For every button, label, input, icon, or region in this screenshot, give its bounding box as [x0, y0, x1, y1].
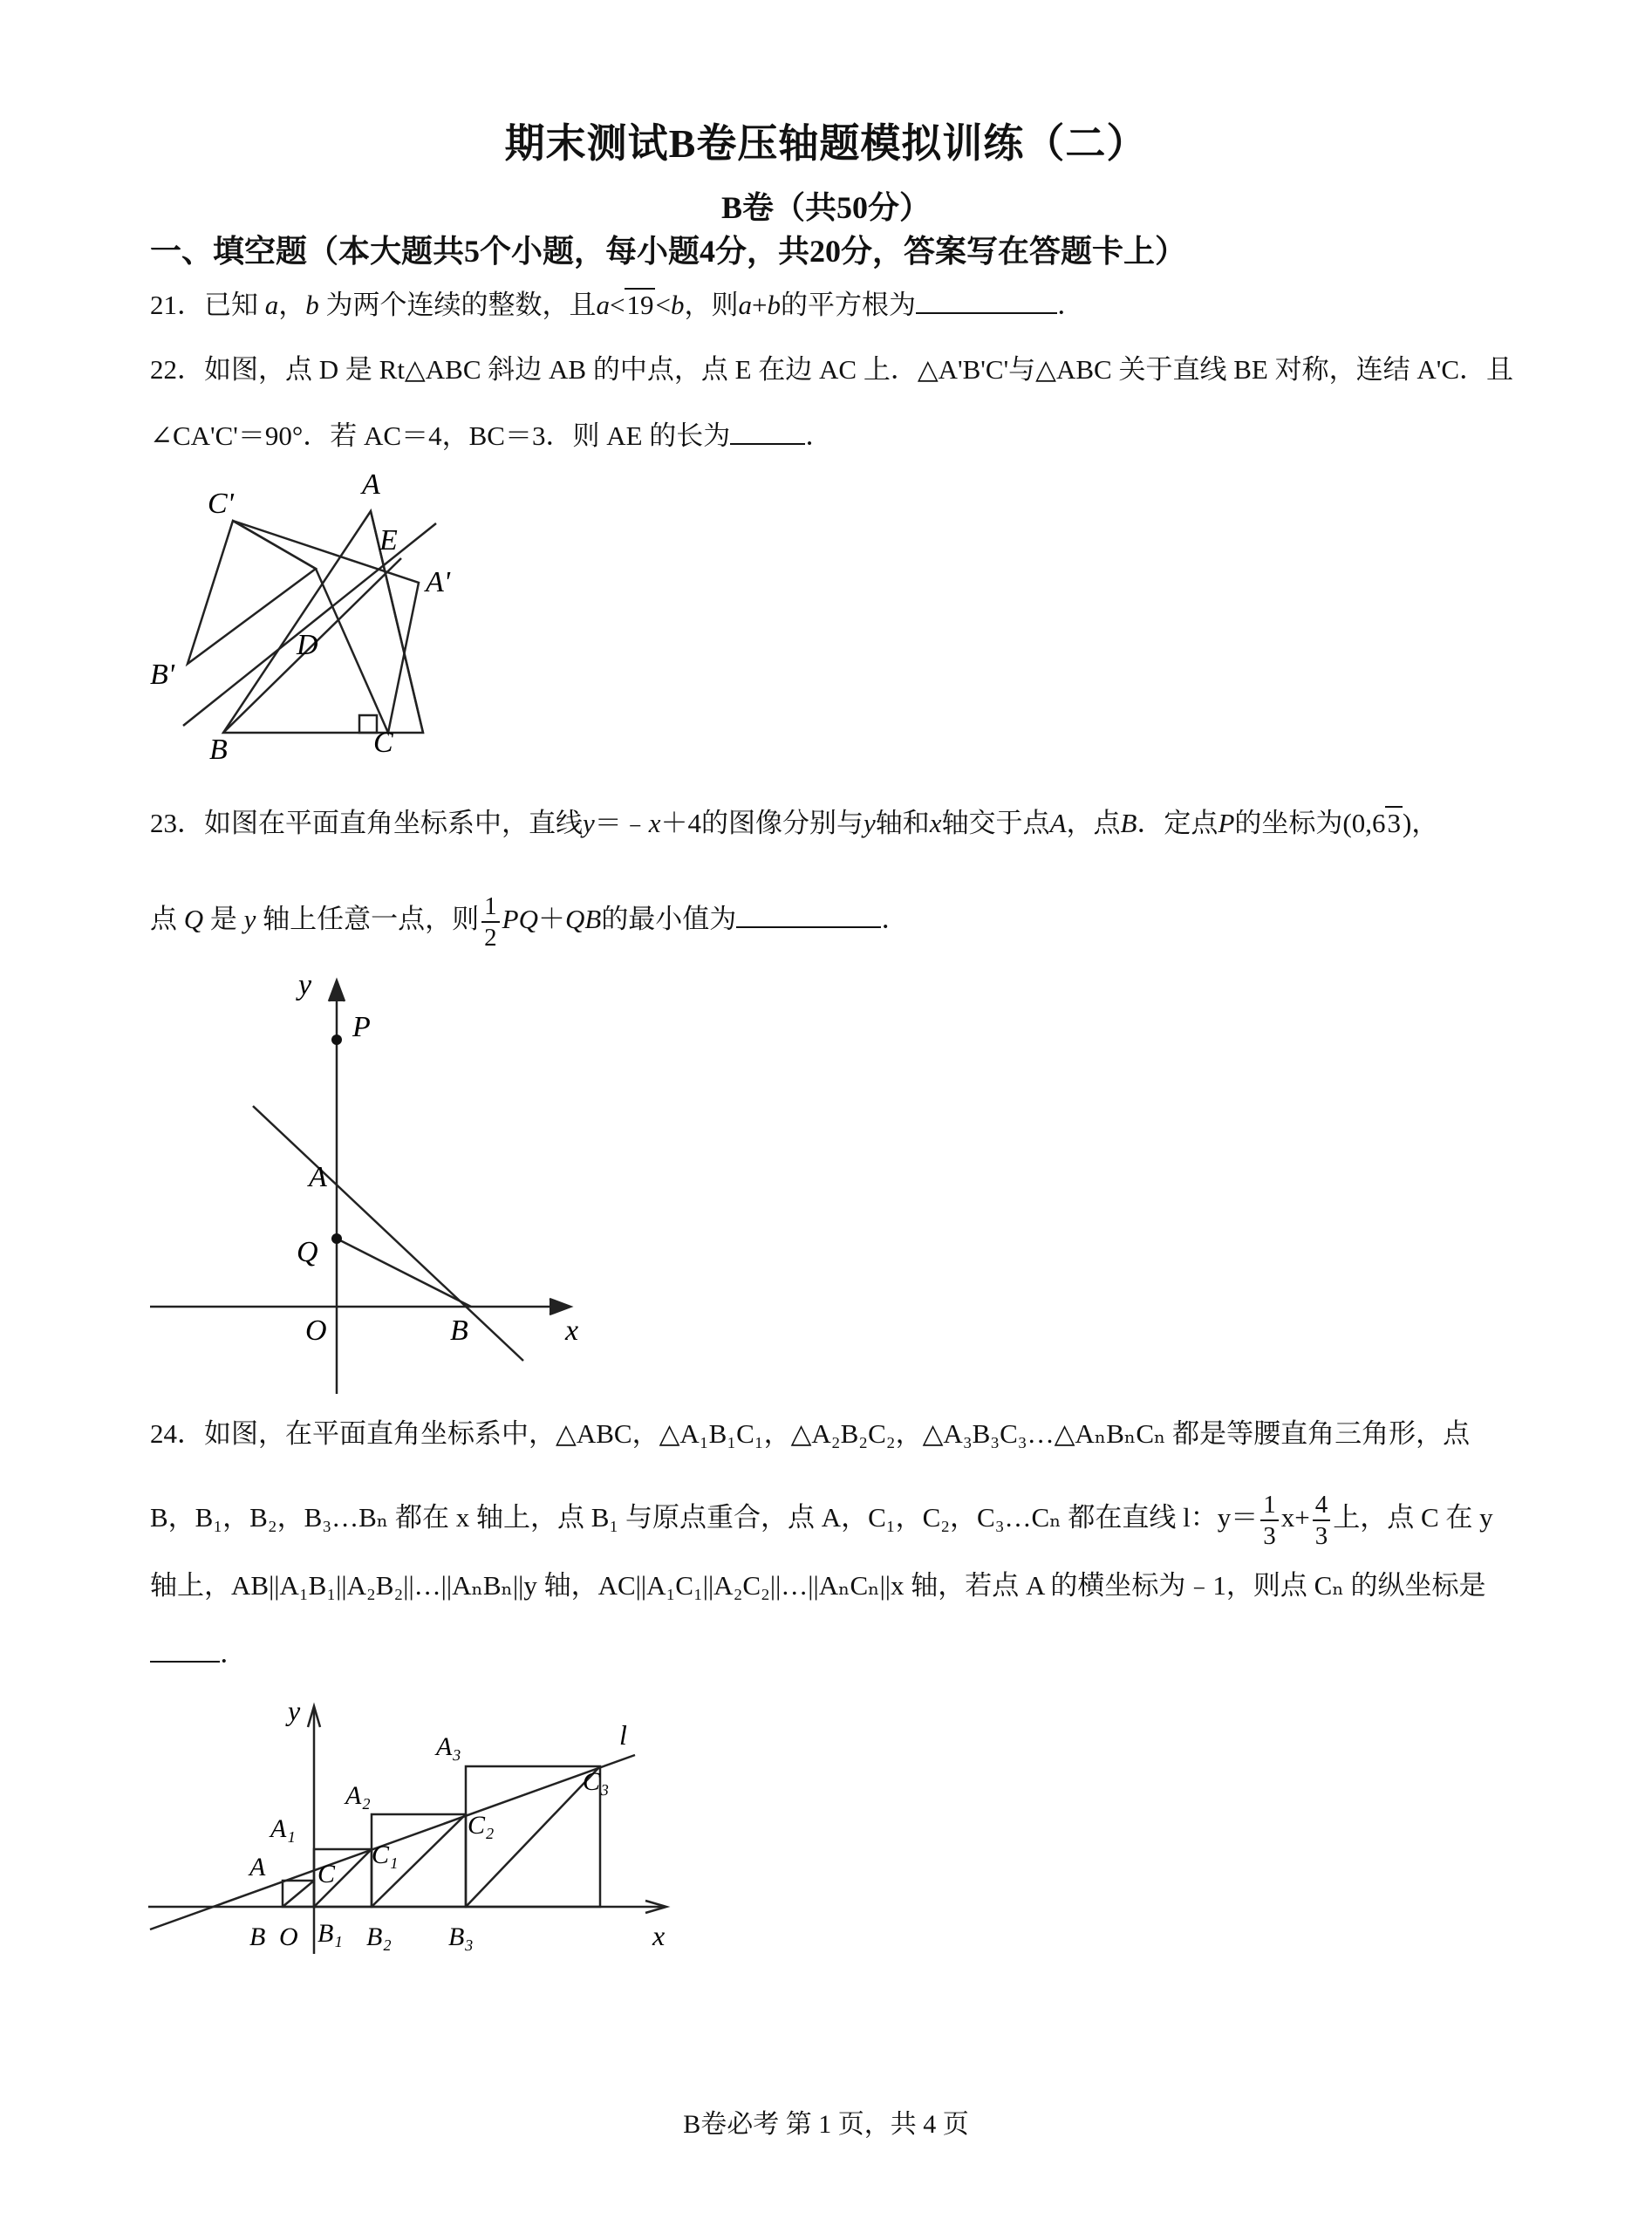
- fig22-label-d: D: [297, 629, 318, 661]
- page-title: 期末测试B卷压轴题模拟训练（二）: [504, 121, 1148, 166]
- fig23-label-o: O: [305, 1315, 327, 1347]
- answer-blank-21[interactable]: [916, 288, 1057, 314]
- fig22-label-a-prime: A': [426, 566, 451, 598]
- fig23-label-p: P: [352, 1011, 371, 1043]
- fig24-label-c3: C₃: [583, 1767, 610, 1796]
- answer-blank-24[interactable]: [150, 1636, 220, 1663]
- question-23-line2: 点 Q 是 y 轴上任意一点，则 $\frac{1}{2}$ PQ＋QB的最小值为 ．: [150, 892, 909, 952]
- figure-23: [140, 968, 593, 1404]
- fig23-label-a: A: [309, 1161, 327, 1193]
- figure-22: [140, 471, 454, 768]
- fig23-label-b: B: [450, 1315, 468, 1347]
- fig23-label-y: y: [298, 969, 312, 1001]
- fig24-label-a1: A₁: [270, 1814, 296, 1843]
- fig24-label-b1: B₁: [317, 1919, 343, 1948]
- question-21: 21．已知 a，b 为两个连续的整数，且a<19<b，则a+b的平方根为 ．: [150, 290, 1084, 320]
- fig24-label-x: x: [652, 1920, 666, 1951]
- fig22-label-b-prime: B': [150, 659, 175, 691]
- question-24-line2: B，B₁，B₂，B₃…Bₙ 都在 x 轴上，点 B₁ 与原点重合，点 A，C₁，C₂，C₃…Cₙ 都在直线 l：y＝ $\frac{1}{3}$ x+ $\frac{4}{3}$ 上，点 C 在 y: [150, 1491, 1493, 1550]
- fig23-label-x: x: [565, 1315, 579, 1347]
- fig24-label-c2: C₂: [468, 1811, 495, 1840]
- answer-blank-23[interactable]: [736, 902, 881, 928]
- question-22-line1: 22．如图，点 D 是 Rt△ABC 斜边 AB 的中点，点 E 在边 AC 上．△A'B'C'与△ABC 关于直线 BE 对称，连结 A'C．且: [150, 354, 1513, 385]
- question-24-line1: 24．如图，在平面直角坐标系中，△ABC，△A₁B₁C₁，△A₂B₂C₂，△A₃B₃C₃…△AₙBₙCₙ 都是等腰直角三角形，点: [150, 1418, 1471, 1449]
- fig24-label-c: C: [317, 1860, 336, 1888]
- fig24-label-l: l: [619, 1719, 627, 1751]
- fig22-label-c: C: [373, 727, 393, 759]
- fig24-label-b2: B₂: [366, 1922, 392, 1951]
- fig22-label-c-prime: C': [208, 488, 234, 520]
- answer-blank-22[interactable]: [730, 419, 805, 445]
- question-22-line2: ∠CA'C'＝90°．若 AC＝4，BC＝3．则 AE 的长为 ．: [150, 420, 833, 451]
- question-23-line1: 23．如图在平面直角坐标系中，直线y＝﹣x＋4的图像分别与y轴和x轴交于点A，点B．定点P的坐标为(0,63)，: [150, 808, 1439, 838]
- fig22-label-b: B: [209, 734, 228, 766]
- fig24-label-c1: C₁: [372, 1840, 399, 1869]
- section-heading: 一、填空题（本大题共5个小题，每小题4分，共20分，答案写在答题卡上）: [150, 234, 1187, 269]
- fig24-label-b: B: [249, 1922, 266, 1951]
- question-24-line4: ．: [150, 1636, 247, 1671]
- question-24-line3: 轴上，AB||A₁B₁||A₂B₂||…||AₙBₙ||y 轴，AC||A₁C₁||A₂C₂||…||AₙCₙ||x 轴，若点 A 的横坐标为﹣1，则点 Cₙ 的纵坐标是: [150, 1570, 1486, 1601]
- fig24-label-b3: B₃: [448, 1922, 474, 1951]
- figure-24: [140, 1692, 680, 1971]
- fig24-label-o: O: [279, 1922, 298, 1951]
- fig23-label-q: Q: [297, 1236, 318, 1268]
- page-footer: B卷必考 第 1 页，共 4 页: [683, 2110, 969, 2139]
- fig22-label-a: A: [362, 471, 380, 501]
- page-subtitle: B卷（共50分）: [720, 190, 931, 225]
- fig24-label-y: y: [288, 1695, 301, 1726]
- fig22-label-e: E: [379, 524, 398, 557]
- fig24-label-a: A: [249, 1853, 266, 1881]
- fig24-label-a3: A₃: [436, 1732, 461, 1761]
- fig24-label-a2: A₂: [345, 1781, 371, 1810]
